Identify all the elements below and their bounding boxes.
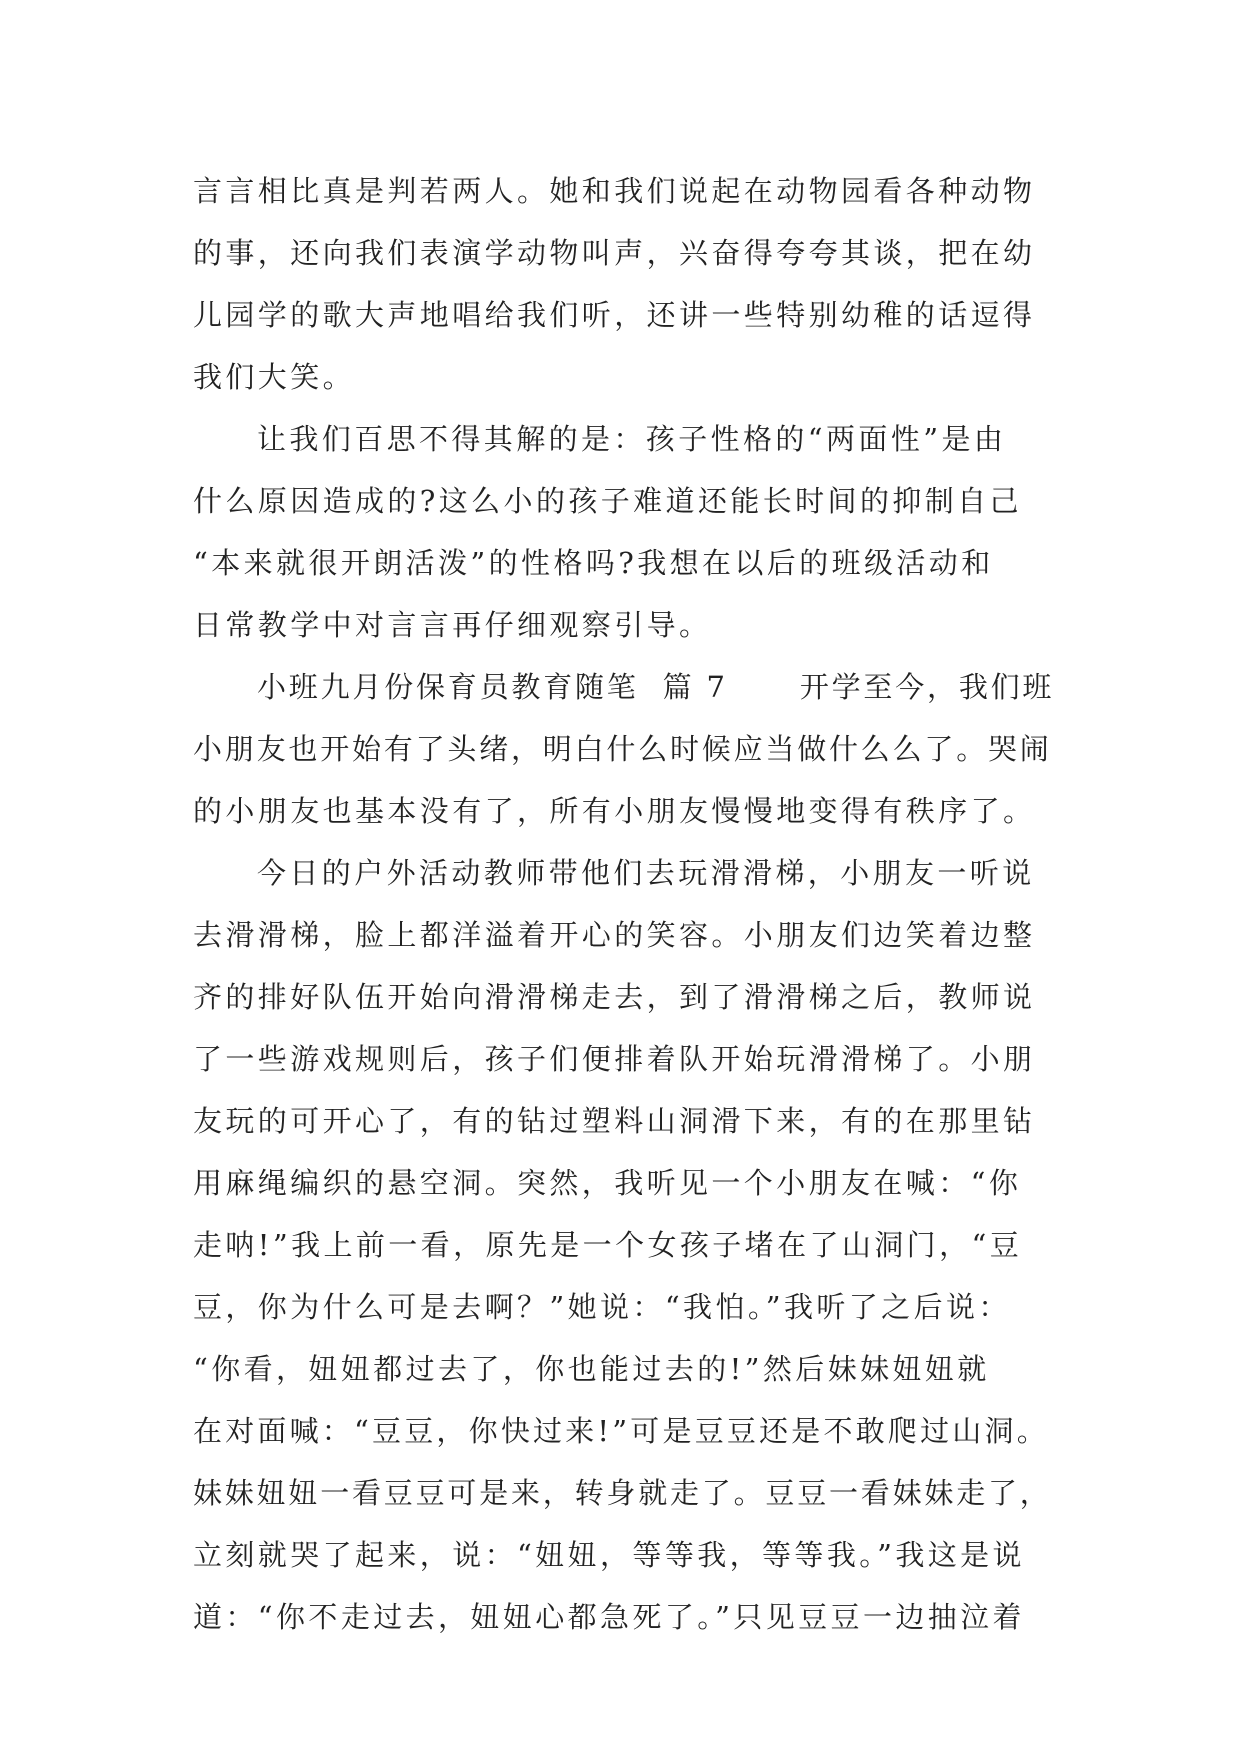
text-line: 用麻绳编织的悬空洞。突然，我听见一个小朋友在喊：“你 — [193, 1166, 1022, 1200]
text-line: 日常教学中对言言再仔细观察引导。 — [193, 608, 712, 642]
text-line: “本来就很开朗活泼”的性格吗?我想在以后的班级活动和 — [193, 546, 994, 580]
paragraph-first-line: 今日的户外活动教师带他们去玩滑滑梯，小朋友一听说 — [257, 856, 1035, 890]
text-line: 儿园学的歌大声地唱给我们听，还讲一些特别幼稚的话逗得 — [193, 298, 1036, 332]
paragraph-first-line: 让我们百思不得其解的是：孩子性格的“两面性”是由 — [257, 422, 1007, 456]
text-line: 了一些游戏规则后，孩子们便排着队开始玩滑滑梯了。小朋 — [193, 1042, 1036, 1076]
text-line: 妹妹妞妞一看豆豆可是来，转身就走了。豆豆一看妹妹走了， — [193, 1476, 1052, 1510]
text-line: 走呐!”我上前一看，原先是一个女孩子堵在了山洞门，“豆 — [193, 1228, 1023, 1262]
section-heading-line: 小班九月份保育员教育随笔 篇 7 开学至今，我们班 — [257, 670, 1055, 704]
text-line: 在对面喊：“豆豆，你快过来!”可是豆豆还是不敢爬过山洞。 — [193, 1414, 1049, 1448]
text-line: 什么原因造成的?这么小的孩子难道还能长时间的抑制自己 — [193, 484, 1022, 518]
document-body — [193, 160, 1053, 1648]
text-line: 的小朋友也基本没有了，所有小朋友慢慢地变得有秩序了。 — [193, 794, 1036, 828]
text-line: 的事，还向我们表演学动物叫声，兴奋得夸夸其谈，把在幼 — [193, 236, 1036, 270]
text-line: “你看，妞妞都过去了，你也能过去的!”然后妹妹妞妞就 — [193, 1352, 990, 1386]
text-line: 齐的排好队伍开始向滑滑梯走去，到了滑滑梯之后，教师说 — [193, 980, 1036, 1014]
text-line: 友玩的可开心了，有的钻过塑料山洞滑下来，有的在那里钻 — [193, 1104, 1036, 1138]
text-line: 道：“你不走过去，妞妞心都急死了。”只见豆豆一边抽泣着 — [193, 1600, 1025, 1634]
text-line: 豆，你为什么可是去啊？”她说：“我怕。”我听了之后说： — [193, 1290, 1011, 1324]
text-line: 小朋友也开始有了头绪，明白什么时候应当做什么么了。哭闹 — [193, 732, 1052, 766]
text-line: 我们大笑。 — [193, 360, 356, 394]
text-line: 立刻就哭了起来，说：“妞妞，等等我，等等我。”我这是说 — [193, 1538, 1025, 1572]
text-line: 去滑滑梯，脸上都洋溢着开心的笑容。小朋友们边笑着边整 — [193, 918, 1036, 952]
text-line: 言言相比真是判若两人。她和我们说起在动物园看各种动物 — [193, 174, 1036, 208]
